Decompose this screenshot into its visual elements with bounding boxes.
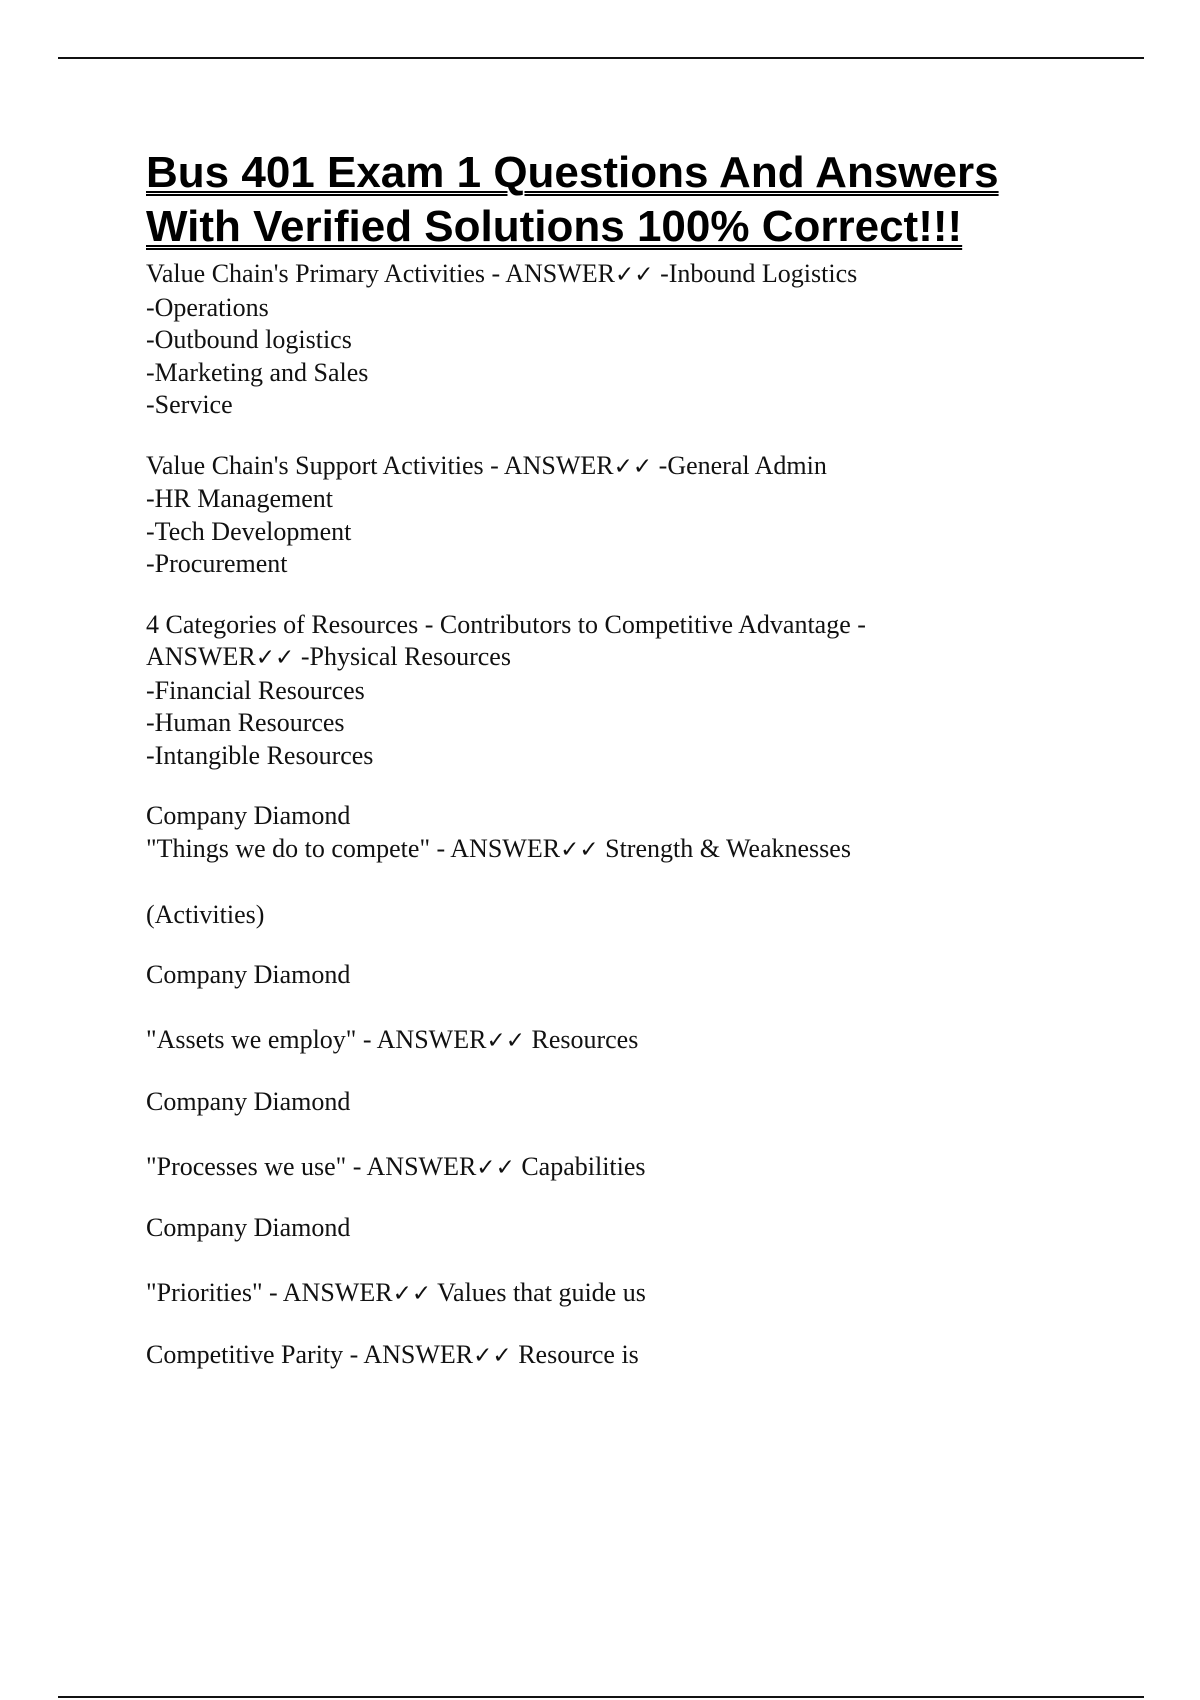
answer-text: Capabilities: [514, 1151, 646, 1181]
qa-list: [146, 258, 1146, 1372]
top-rule: [58, 57, 1144, 59]
question-prefix: Company Diamond: [146, 960, 351, 989]
answer-text: -General Admin: [652, 450, 827, 480]
question-text: ANSWER: [146, 642, 256, 671]
qa-entry: [146, 609, 1146, 773]
qa-entry: [146, 258, 1146, 422]
question-prefix: Company Diamond: [146, 801, 351, 830]
answer-item: -Intangible Resources: [146, 740, 374, 770]
blank-line: [146, 1245, 1146, 1278]
qa-entry: [146, 800, 1146, 931]
answer-item: -Marketing and Sales: [146, 357, 369, 387]
qa-entry: [146, 1212, 1146, 1311]
answer-item: -HR Management: [146, 484, 334, 513]
answer-item: -Operations: [146, 292, 269, 322]
question-prefix: Company Diamond: [146, 1086, 351, 1116]
answer-item: -Tech Development: [146, 516, 352, 546]
question-line: [146, 1024, 1146, 1058]
question-line: [146, 1151, 1146, 1185]
answer-text: Resource is: [511, 1339, 639, 1369]
checkmark-icon: ✓✓: [560, 836, 599, 863]
question-line: [146, 833, 1146, 867]
qa-entry: [146, 959, 1146, 1058]
qa-entry: [146, 450, 1146, 581]
bottom-rule: [58, 1696, 1144, 1698]
answer-item: -Human Resources: [146, 708, 345, 737]
blank-line: [146, 992, 1146, 1025]
document-title: [146, 146, 1146, 254]
question-line: [146, 450, 1146, 484]
title-line-1: Bus 401 Exam 1 Questions And Answers: [146, 148, 999, 197]
checkmark-icon: ✓✓: [613, 453, 653, 480]
question-line: [146, 641, 1146, 675]
checkmark-icon: ✓✓: [473, 1342, 512, 1369]
question-text: "Priorities" - ANSWER: [146, 1278, 393, 1307]
answer-text: Values that guide us: [431, 1278, 646, 1307]
answer-item: [146, 866, 1146, 899]
question-prefix: Company Diamond: [146, 1213, 351, 1242]
question-text: Value Chain's Primary Activities - ANSWER: [146, 259, 616, 288]
qa-entry: [146, 1339, 1146, 1373]
document-body: [146, 146, 1146, 1372]
question-line: [146, 258, 1146, 292]
answer-item: -Financial Resources: [146, 675, 365, 705]
checkmark-icon: ✓✓: [615, 262, 654, 288]
question-line: [146, 1277, 1146, 1311]
answer-text: Resources: [524, 1025, 639, 1054]
answer-text: -Physical Resources: [294, 642, 511, 671]
answer-item: -Outbound logistics: [146, 325, 352, 354]
answer-item: -Procurement: [146, 549, 288, 578]
checkmark-icon: ✓✓: [486, 1028, 525, 1054]
question-text: Competitive Parity - ANSWER: [146, 1339, 474, 1369]
checkmark-icon: ✓✓: [255, 645, 295, 671]
question-line: [146, 1339, 1146, 1373]
question-text: Value Chain's Support Activities - ANSWER: [146, 450, 614, 480]
question-text: "Processes we use" - ANSWER: [146, 1151, 477, 1181]
answer-text: -Inbound Logistics: [653, 259, 858, 288]
blank-line: [146, 1118, 1146, 1151]
title-line-2: With Verified Solutions 100% Correct!!!: [146, 202, 963, 251]
qa-entry: [146, 1086, 1146, 1185]
question-text: "Assets we employ" - ANSWER: [146, 1025, 487, 1054]
answer-text: Strength & Weaknesses: [598, 833, 851, 863]
checkmark-icon: ✓✓: [392, 1281, 432, 1307]
answer-item: -Service: [146, 390, 233, 419]
answer-item: (Activities): [146, 899, 265, 929]
question-text: "Things we do to compete" - ANSWER: [146, 833, 561, 863]
question-prefix: 4 Categories of Resources - Contributors to Competitive Advantage -: [146, 609, 866, 639]
checkmark-icon: ✓✓: [476, 1154, 515, 1181]
